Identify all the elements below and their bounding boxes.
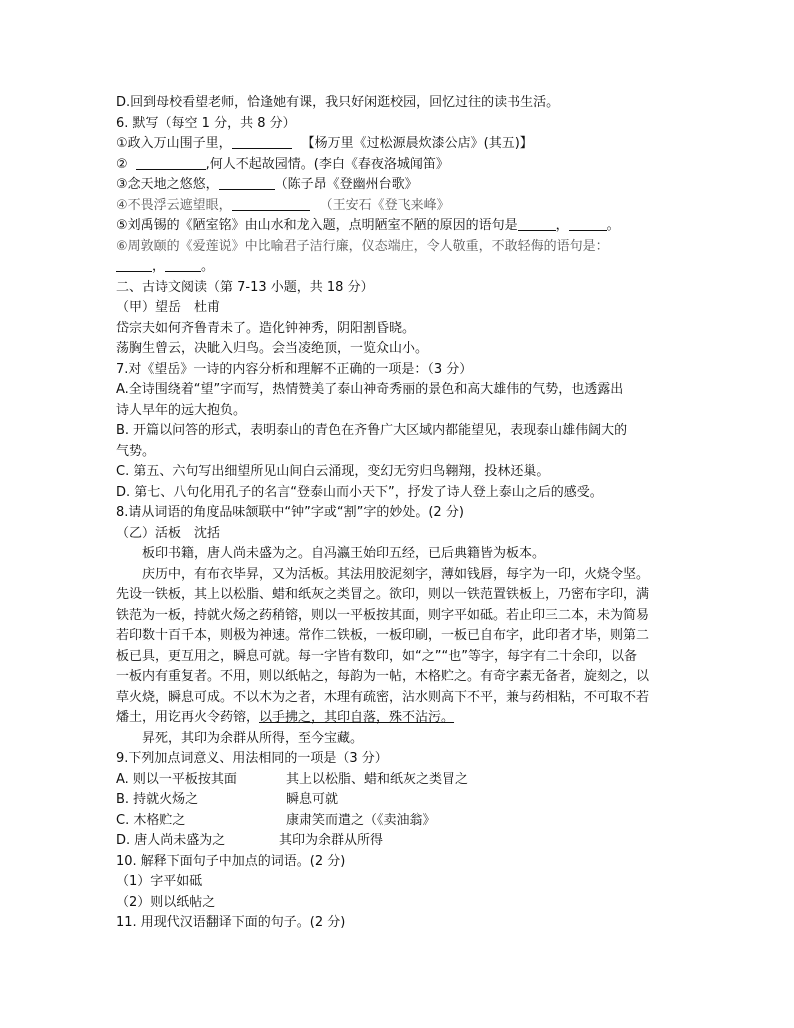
prose-para-1: 板印书籍，唐人尚未盛为之。自冯瀛王始印五经，已后典籍皆为板本。 bbox=[142, 546, 546, 561]
prose-para-2-line: 铁范为一板，持就火炀之药稍镕，则以一平板按其面，则字平如砥。若止印三二本，未为简易 bbox=[116, 607, 650, 623]
answer-blank[interactable] bbox=[232, 196, 310, 211]
answer-blank[interactable] bbox=[116, 257, 152, 272]
q9-option-a: A. 则以一平板按其面 其上以松脂、蜡和纸灰之类冒之 bbox=[116, 771, 469, 787]
prose-para-2-line: 燔土，用讫再火令药镕，以手拂之，其印自落，殊不沾污。 bbox=[116, 710, 455, 725]
q11-heading: 11. 用现代汉语翻译下面的句子。(2 分) bbox=[116, 915, 346, 930]
poem-line-2: 荡胸生曾云，决眦入归鸟。会当凌绝顶，一览众山小。 bbox=[116, 341, 429, 356]
q7-option-b: B. 开篇以问答的形式，表明泰山的青色在齐鲁广大区域内都能望见，表现泰山雄伟阔大的 bbox=[116, 423, 628, 438]
prose-para-2-line: 先设一铁板，其上以松脂、蜡和纸灰之类冒之。欲印，则以一铁范置铁板上，乃密布字印，满 bbox=[116, 587, 650, 602]
q5-option-d: D.回到母校看望老师，恰逢她有课，我只好闲逛校园，回忆过往的读书生活。 bbox=[116, 95, 560, 110]
q7-option-a: A.全诗围绕着“望”字而写，热情赞美了泰山神奇秀丽的景色和高大雄伟的气势，也透露出 bbox=[116, 382, 624, 397]
q6-item-6: ⑥周敦颐的《爱莲说》中比喻君子洁行廉，仪态端庄，令人敬重，不敢轻侮的语句是： bbox=[116, 238, 609, 254]
q6-item-1: ①政入万山围子里， 【杨万里《过松源晨炊漆公店》(其五)】 bbox=[116, 136, 533, 151]
q9-option-c: C. 木格贮之 康肃笑而遣之（《卖油翁》 bbox=[116, 812, 436, 828]
q10-item-2: （2）则以纸帖之 bbox=[116, 894, 216, 910]
q7-option-c: C. 第五、六句写出细望所见山间白云涌现，变幻无穷归鸟翱翔，投林还巢。 bbox=[116, 464, 550, 479]
q6-item-5: ⑤刘禹锡的《陋室铭》由山水和龙入题，点明陋室不陋的原因的语句是 ， 。 bbox=[116, 218, 620, 233]
q7-heading: 7.对《望岳》一诗的内容分析和理解不正确的一项是：（3 分） bbox=[116, 361, 473, 377]
prose-title: （乙）活板 沈括 bbox=[116, 525, 221, 541]
answer-blank[interactable] bbox=[219, 175, 275, 190]
q6-item-4: ④不畏浮云遮望眼， （王安石《登飞来峰》 bbox=[116, 197, 450, 213]
q9-option-d: D. 唐人尚未盛为之 其印为余群从所得 bbox=[116, 833, 384, 848]
prose-para-2-line: 若印数十百千本，则极为神速。常作二铁板，一板印刷，一板已自布字，此印者才毕，则第二 bbox=[116, 628, 650, 643]
prose-para-3: 昇死，其印为余群从所得，至今宝藏。 bbox=[142, 730, 364, 746]
q6-item-6-blanks: ， 。 bbox=[116, 257, 686, 278]
q7-option-a-cont: 诗人早年的远大抱负。 bbox=[116, 402, 247, 418]
answer-blank[interactable] bbox=[165, 257, 201, 272]
q7-option-d: D. 第七、八句化用孔子的名言“登泰山而小天下”，抒发了诗人登上泰山之后的感受。 bbox=[116, 484, 603, 500]
q9-heading: 9.下列加点词意义、用法相同的一项是（3 分） bbox=[116, 751, 388, 766]
q9-option-b: B. 持就火炀之 瞬息可就 bbox=[116, 792, 339, 807]
q10-heading: 10. 解释下面句子中加点的词语。(2 分) bbox=[116, 853, 346, 869]
prose-para-2-line: 一板内有重复者。不用，则以纸帖之，每韵为一帖，木格贮之。有奇字素无备者，旋刻之，以 bbox=[116, 669, 650, 684]
exam-page bbox=[116, 93, 686, 934]
q10-item-1: （1）字平如砥 bbox=[116, 874, 203, 889]
prose-para-2: 庆历中，有布衣毕昇，又为活板。其法用胶泥刻字，薄如钱唇，每字为一印，火烧令坚。 bbox=[142, 566, 650, 582]
poem-line-1: 岱宗夫如何齐鲁青未了。造化钟神秀，阴阳割昏晓。 bbox=[116, 320, 416, 336]
section-2-heading: 二、古诗文阅读（第 7-13 小题，共 18 分） bbox=[116, 279, 374, 295]
answer-blank[interactable] bbox=[569, 216, 607, 231]
prose-para-2-line: 板已具，更互用之，瞬息可就。每一字皆有数印，如“之”“也”等字，每字有二十余印，以备 bbox=[116, 648, 637, 664]
poem-title: （甲）望岳 杜甫 bbox=[116, 300, 221, 315]
q6-item-2: ② ,何人不起故园情。(李白《春夜洛城闻笛》 bbox=[116, 156, 449, 172]
answer-blank[interactable] bbox=[232, 134, 292, 149]
q8-heading: 8.请从词语的角度品味颔联中“钟”字或“割”字的妙处。(2 分) bbox=[116, 505, 464, 520]
q6-heading: 6. 默写（每空 1 分，共 8 分） bbox=[116, 115, 296, 131]
answer-blank[interactable] bbox=[518, 216, 556, 231]
q6-item-3: ③念天地之悠悠， （陈子昂《登幽州台歌》 bbox=[116, 177, 418, 192]
underlined-sentence: 以手拂之，其印自落，殊不沾污。 bbox=[259, 710, 455, 725]
q7-option-b-cont: 气势。 bbox=[116, 443, 156, 459]
prose-para-2-line: 草火烧，瞬息可成。不以木为之者，木理有疏密，沾水则高下不平，兼与药相粘，不可取不若 bbox=[116, 689, 650, 705]
answer-blank[interactable] bbox=[136, 155, 206, 170]
